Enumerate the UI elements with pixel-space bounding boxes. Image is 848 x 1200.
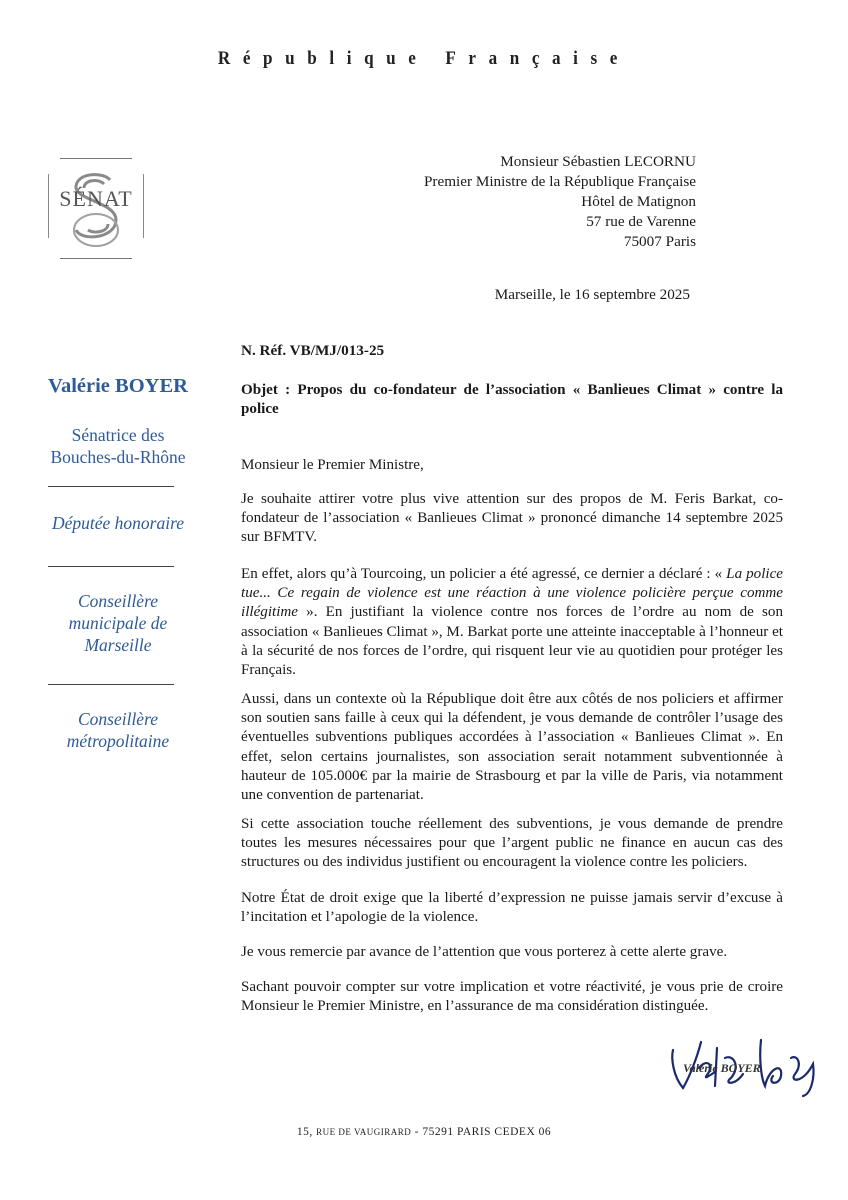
sender-title-line: Bouches-du-Rhône	[50, 447, 186, 467]
sender-role-line: métropolitaine	[66, 731, 170, 751]
recipient-line: Monsieur Sébastien LECORNU	[500, 153, 696, 170]
sender-title	[28, 424, 208, 468]
paragraph-text: ». En justifiant la violence contre nos forces de l’ordre au nom de son association « Banlieues Climat », M. Barkat porte une atteinte inacceptable à l’honneur et à la sécurité de nos forces de l’ordre, qui risquent leur vie au quotidien pour protéger les Français.	[241, 604, 783, 679]
letter-paragraph-4: Si cette association touche réellement des subventions, je vous demande de prendre toutes les mesures nécessaires pour que l’argent public ne finance en aucun cas des structures ou des individus justifient ou encouragent la violence contre les policiers.	[241, 816, 783, 871]
letter-paragraph-5: Notre État de droit exige que la liberté d’expression ne puisse jamais servir d’excuse à l’incitation et l’apologie de la violence.	[241, 890, 783, 926]
republique-francaise-title: République Française	[217, 48, 631, 69]
logo-left-rule	[48, 174, 49, 238]
sender-role-line: Conseillère	[77, 709, 159, 729]
page-footer-address	[0, 1126, 848, 1138]
sender-role-line: Marseille	[84, 635, 152, 655]
reference-number: N. Réf. VB/MJ/013-25	[241, 342, 385, 359]
letter-date: Marseille, le 16 septembre 2025	[494, 286, 690, 303]
recipient-address	[316, 152, 696, 252]
footer-street: RUE DE VAUGIRARD	[316, 1127, 412, 1137]
letterhead-title	[0, 48, 848, 70]
recipient-line: 75007 Paris	[623, 233, 696, 250]
letter-paragraph-6: Je vous remercie par avance de l’attention que vous porterez à cette alerte grave.	[241, 944, 728, 960]
handwritten-signature	[643, 1028, 828, 1098]
letter-paragraph-7: Sachant pouvoir compter sur votre implication et votre réactivité, je vous prie de croire Monsieur le Premier Ministre, en l’assurance de ma considération distinguée.	[241, 979, 783, 1015]
sender-role-deputee: Députée honoraire	[51, 513, 185, 533]
sender-role-line: Conseillère	[77, 591, 159, 611]
senat-logo-word: SÉNAT	[59, 186, 133, 211]
sidebar-divider	[48, 684, 174, 685]
sidebar-divider	[48, 486, 174, 487]
sender-role-municipal	[28, 590, 208, 656]
sender-title-line: Sénatrice des	[71, 425, 165, 445]
paragraph-text: En effet, alors qu’à Tourcoing, un policier a été agressé, ce dernier a déclaré : «	[241, 566, 727, 582]
sidebar-divider	[48, 566, 174, 567]
sender-role-line: municipale de	[68, 613, 168, 633]
letter-subject: Objet : Propos du co-fondateur de l’association « Banlieues Climat » contre la police	[241, 382, 783, 418]
signature-printed-name: Valérie BOYER	[683, 1061, 761, 1075]
letter-paragraph-3: Aussi, dans un contexte où la République doit être aux côtés de nos policiers et affirmer son soutien sans faille à ceux qui la défendent, je vous demande de contrôler l’usage des éventuelles subventions publiques accordées à l’association « Banlieues Climat ». En effet, selon certains journalistes, son association serait notamment subventionnée à hauteur de 105.000€ par la mairie de Strasbourg et par la ville de Paris, via notamment une convention de partenariat.	[241, 691, 783, 804]
letter-paragraph-1: Je souhaite attirer votre plus vive attention sur des propos de M. Feris Barkat, co-fondateur de l’association « Banlieues Climat » prononcé dimanche 14 septembre 2025 sur BFMTV.	[241, 491, 783, 546]
letter-paragraph-2	[241, 565, 783, 680]
sender-role-metropolitain	[28, 708, 208, 752]
logo-right-rule	[143, 174, 144, 238]
logo-top-rule	[60, 158, 132, 159]
sender-name: Valérie BOYER	[48, 375, 188, 397]
footer-city: - 75291 PARIS CEDEX 06	[411, 1126, 552, 1138]
recipient-line: 57 rue de Varenne	[586, 213, 696, 230]
footer-number: 15,	[296, 1126, 317, 1138]
senat-logo	[48, 156, 144, 262]
logo-bottom-rule	[60, 258, 132, 259]
letter-salutation: Monsieur le Premier Ministre,	[241, 457, 424, 473]
recipient-line: Premier Ministre de la République Française	[423, 173, 696, 190]
quoted-statement: La police tue... Ce regain de violence est une réaction à une violence policière perçue comme illégitime	[241, 566, 783, 621]
recipient-line: Hôtel de Matignon	[581, 193, 696, 210]
